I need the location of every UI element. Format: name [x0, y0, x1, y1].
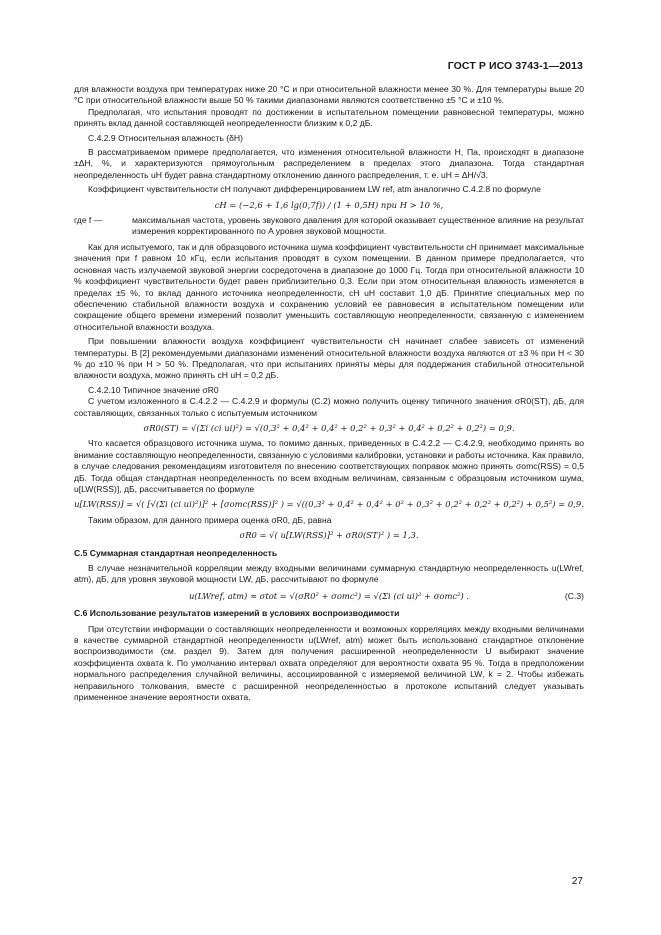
- paragraph: С учетом изложенного в C.4.2.2 — C.4.2.9 и формулы (C.2) можно получить оценку типичного значения σR0(ST), дБ, для составляющих, связанных только с испытуемым источником: [74, 396, 584, 418]
- clause-heading: C.4.2.10 Типичное значение σR0: [88, 384, 219, 395]
- paragraph: Как для испытуемого, так и для образцового источника шума коэффициент чувствительности cH принимает максимальные значения при f равном 10 кГц, если испытания проводят в сухом помещении. В данном примере предполагается, что основная часть излучаемой звуковой энергии сосредоточена в диапазоне до 1000 Гц. Тогда при относительной влажности 10 % коэффициент чувствительности будет равен приблизительно 0,3. Если при этом относительная влажность изменяется в пределах ±5 %, то вклад данного источника неопределенности, cH uH составит 1,0 дБ. Принятие специальных мер по обеспечению стабильной влажности воздуха и сохранению условий ее равновесия в испытательном помещении или сокращение общего времени измерений позволит уменьшить составляющую неопределенности, связанную с изменением относительной влажности воздуха.: [74, 241, 584, 332]
- paragraph: для влажности воздуха при температурах ниже 20 °C и при относительной влажности менее 30 %. Для температуры выше 20 °C при относительной влажности выше 50 % такими диапазонами являются соответственно ±5 °C и ±10 %.: [74, 84, 584, 106]
- paragraph: В случае незначительной корреляции между входными величинами суммарную стандартную неопределенность u(LWref, atm), дБ, для уровня звуковой мощности LW, дБ, рассчитывают по формуле: [74, 563, 584, 585]
- paragraph: В рассматриваемом примере предполагается, что изменения относительной влажности H, Па, происходят в диапазоне ±ΔH, %, и характеризуются прямоугольным распределением в пределах этого диапазона. Тогда стандартная неопределенность uH будет равна стандартному отклонению данного распределения, т. е. uH = ΔH/√3.: [74, 147, 584, 180]
- formula-c3: u(LWref, atm) ≈ σtot = √(σR0² + σomc²) = √(Σi (ci ui)² + σomc²) .: [188, 590, 470, 601]
- formula-cH: cH = (−2,6 + 1,6 lg(0,7f)) / (1 + 0,5H) при H > 10 %,: [214, 199, 444, 210]
- section-heading: C.5 Суммарная стандартная неопределенность: [74, 547, 278, 558]
- document-header: ГОСТ Р ИСО 3743-1—2013: [447, 60, 583, 72]
- paragraph: Коэффициент чувствительности cH получают дифференцированием LW ref, atm аналогично C.4.2.8 по формуле: [88, 184, 541, 195]
- paragraph: Что касается образцового источника шума, то помимо данных, приведенных в C.4.2.2 — C.4.2.9, необходимо принять во внимание составляющую неопределенности, связанную с условиями калибровки, установки и работы источника. Как правило, в случае следования рекомендациям изготовителя по внесению соответствующих поправок можно принять σomc(RSS) = 0,5 дБ. Тогда общая стандартная неопределенность по всем входным величинам, связанным с образцовым источником шума, u[LW(RSS)], дБ, рассчитывается по формуле: [74, 438, 584, 494]
- formula-c3-row: [74, 591, 584, 602]
- formula-sigma-r0-st: σR0(ST) = √(Σi (ci ui)²) = √(0,3² + 0,4² + 0,4² + 0,2² + 0,3² + 0,4² + 0,2² + 0,2²) = 0,9.: [143, 422, 515, 433]
- page-number: 27: [571, 876, 583, 887]
- paragraph: При отсутствии информации о составляющих неопределенности и возможных корреляциях между входными величинами в качестве суммарной стандартной неопределенности u(LWref, atm) может быть использовано стандартное отклонение воспроизводимости (см. раздел 9). Затем для получения расширенной неопределенности U выбирают значение коэффициента охвата k. По умолчанию интервал охвата определяют для вероятности охвата 95 %. Тогда в предположении нормального распределения случайной величины, ассоциированной с измеряемой величиной LW, k = 2. Чтобы избежать неправильного толкования, вместе с расширенной неопределенностью в протоколе испытаний следует указывать примененное значение вероятности охвата.: [74, 623, 584, 703]
- formula-sigma-r0: σR0 = √( u[LW(RSS)]² + σR0(ST)² ) = 1,3.: [239, 530, 419, 541]
- formula-legend: [74, 215, 584, 238]
- equation-number: (C.3): [564, 590, 584, 601]
- page-body: [74, 84, 584, 704]
- formula-u-lw-rss: u[LW(RSS)] = √( [√(Σi (ci ui)²)]² + [σomc(RSS)]² ) = √((0,3² + 0,4² + 0,4² + 0² + 0,3² + 0,2² + 0,2² + 0,2²) + 0,5²) = 0,9.: [74, 499, 584, 510]
- legend-symbol: где f —: [74, 215, 103, 226]
- paragraph: Таким образом, для данного примера оценка σR0, дБ, равна: [88, 514, 332, 525]
- section-heading: C.6 Использование результатов измерений в условиях воспроизводимости: [74, 608, 400, 619]
- legend-text: максимальная частота, уровень звукового давления для которой оказывает существенное влияние на результат измерения корректированного по A уровня звуковой мощности.: [132, 215, 584, 237]
- clause-heading: C.4.2.9 Относительная влажность (δH): [88, 132, 243, 143]
- paragraph: Предполагая, что испытания проводят по достижении в испытательном помещении равновесной температуры, можно принять вклад данной составляющей неопределенности близким к 0,2 дБ.: [74, 106, 584, 129]
- paragraph: При повышении влажности воздуха коэффициент чувствительности cH начинает слабее зависеть от изменений температуры. В [2] рекомендуемыми диапазонами изменений относительной влажности воздуха являются от ±3 % при H < 30 % до ±10 % при H > 50 %. Предполагая, что при испытаниях приняты меры для поддержания стабильной относительной влажности воздуха, можно принять cH uH = 0,2 дБ.: [74, 336, 584, 381]
